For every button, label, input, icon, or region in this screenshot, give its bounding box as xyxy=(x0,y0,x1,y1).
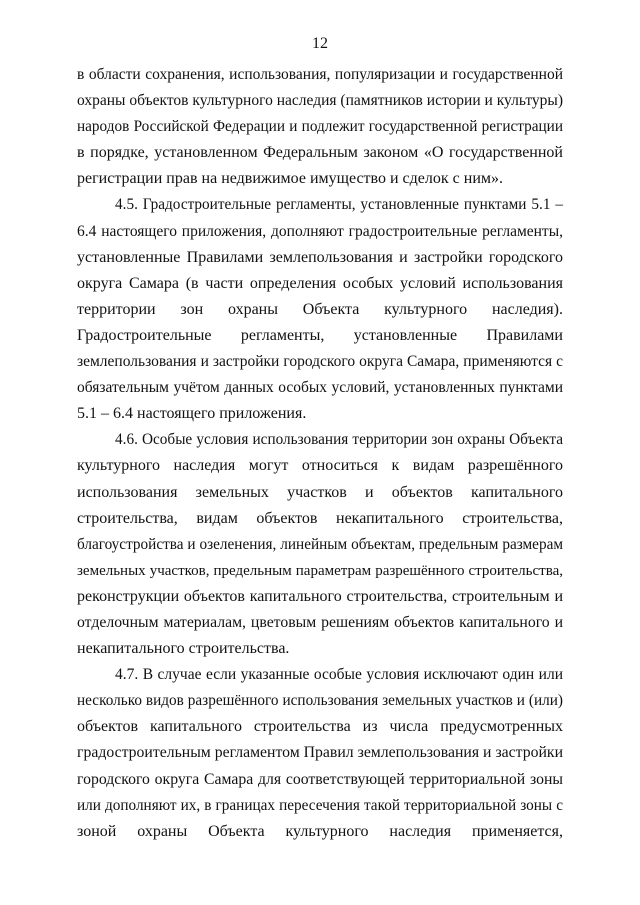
page-number: 12 xyxy=(312,35,328,52)
paragraph-continuation xyxy=(77,62,563,192)
document-body xyxy=(77,62,563,845)
text-line: 4.5. Градостроительные регламенты, установленные пунктами 5.1 – xyxy=(115,196,563,214)
text-line: благоустройства и озеленения, линейным объектам, предельным размерам xyxy=(77,535,563,553)
text-line: территории зон охраны Объекта культурного наследия). xyxy=(77,300,563,318)
text-line: культурного наследия могут относиться к видам разрешённого xyxy=(77,457,563,475)
text-line: отделочным материалам, цветовым решениям объектов капитального и xyxy=(77,613,563,631)
text-line: Градостроительные регламенты, установленные Правилами xyxy=(77,326,563,344)
text-line: использования земельных участков и объектов капитального xyxy=(77,483,563,501)
text-line: народов Российской Федерации и подлежит государственной регистрации xyxy=(77,118,563,136)
paragraph-clause-4-5 xyxy=(77,192,563,427)
text-line: некапитального строительства. xyxy=(77,640,290,658)
text-line: в порядке, установленном Федеральным законом «О государственной xyxy=(77,144,563,162)
text-line: несколько видов разрешённого использования земельных участков и (или) xyxy=(77,692,563,710)
text-line: 4.6. Особые условия использования территории зон охраны Объекта xyxy=(115,431,563,449)
text-line: городского округа Самара для соответствующей территориальной зоны xyxy=(77,770,563,788)
text-line: реконструкции объектов капитального строительства, строительным и xyxy=(77,587,563,605)
text-line: обязательным учётом данных особых условий, установленных пунктами xyxy=(77,379,563,397)
text-line: округа Самара (в части определения особых условий использования xyxy=(77,274,563,292)
text-line: зоной охраны Объекта культурного наследия применяется, xyxy=(77,822,563,840)
text-line: земельных участков, предельным параметрам разрешённого строительства, xyxy=(77,562,563,579)
text-line: регистрации прав на недвижимое имущество и сделок с ним». xyxy=(77,170,503,188)
text-line: или дополняют их, в границах пересечения такой территориальной зоны с xyxy=(77,796,563,814)
text-line: 4.7. В случае если указанные особые условия исключают один или xyxy=(115,666,563,684)
text-line: установленные Правилами землепользования и застройки городского xyxy=(77,248,563,266)
text-line: 5.1 – 6.4 настоящего приложения. xyxy=(77,405,307,423)
text-line: 6.4 настоящего приложения, дополняют градостроительные регламенты, xyxy=(77,222,563,240)
text-line: градостроительным регламентом Правил землепользования и застройки xyxy=(77,744,563,762)
paragraph-clause-4-7 xyxy=(77,662,563,845)
text-line: охраны объектов культурного наследия (памятников истории и культуры) xyxy=(77,92,563,110)
paragraph-clause-4-6 xyxy=(77,427,563,662)
text-line: в области сохранения, использования, популяризации и государственной xyxy=(77,66,563,83)
text-line: строительства, видам объектов некапитального строительства, xyxy=(77,509,563,527)
text-line: объектов капитального строительства из числа предусмотренных xyxy=(77,718,563,736)
text-line: землепользования и застройки городского округа Самара, применяются с xyxy=(77,353,563,371)
